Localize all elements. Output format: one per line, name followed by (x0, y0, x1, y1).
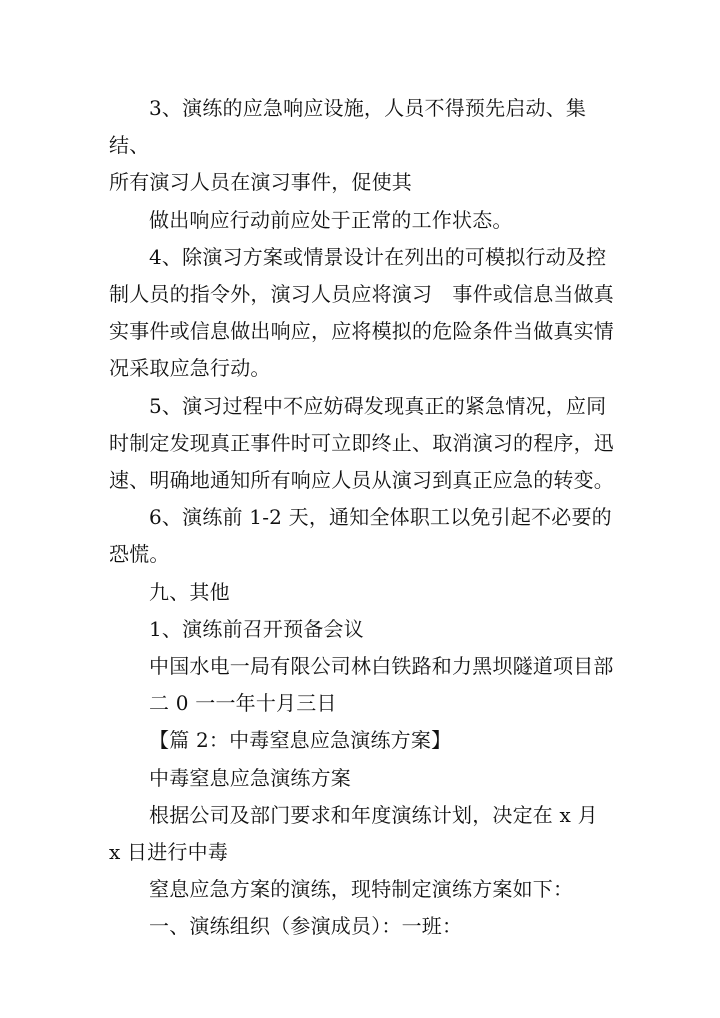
section-heading-other: 九、其他 (149, 579, 230, 604)
paragraph-drill-item-3: 3、演练的应急响应设施，人员不得预先启动、集结、 (109, 96, 587, 158)
paragraph-drill-item-6: 6、演练前 1-2 天，通知全体职工以免引起不必要的恐慌。 (109, 505, 612, 567)
signature-date: 二 0 一一年十月三日 (149, 691, 337, 716)
paragraph-drill-item-5: 5、演习过程中不应妨碍发现真正的紧急情况，应同时制定发现真正事件时可立即终止、取消演习的程序，迅速、明确地通知所有响应人员从演习到真正应急的转变。 (109, 393, 614, 493)
document-title: 中毒窒息应急演练方案 (149, 765, 351, 790)
section-heading-organization: 一、演练组织（参演成员）：一班： (149, 914, 463, 939)
document-body (109, 90, 614, 946)
paragraph-drill-plan-intro-cont: 窒息应急方案的演练，现特制定演练方案如下： (149, 877, 574, 902)
signature-organization: 中国水电一局有限公司林白铁路和力黑坝隧道项目部 (149, 654, 614, 679)
paragraph-normal-state: 做出响应行动前应处于正常的工作状态。 (149, 207, 513, 232)
paragraph-drill-plan-intro: 根据公司及部门要求和年度演练计划，决定在 x 月 x 日进行中毒 (109, 802, 598, 865)
paragraph-drill-item-4: 4、除演习方案或情景设计在列出的可模拟行动及控制人员的指令外，演习人员应将演习 事件或信息当做真实事件或信息做出响应，应将模拟的危险条件当做真实情况采取应急行动。 (109, 244, 614, 381)
paragraph-drill-item-3-cont: 所有演习人员在演习事件，促使其 (109, 170, 412, 195)
chapter-heading-2: 【篇 2：中毒窒息应急演练方案】 (149, 728, 452, 753)
paragraph-pre-drill-meeting: 1、演练前召开预备会议 (149, 616, 364, 641)
